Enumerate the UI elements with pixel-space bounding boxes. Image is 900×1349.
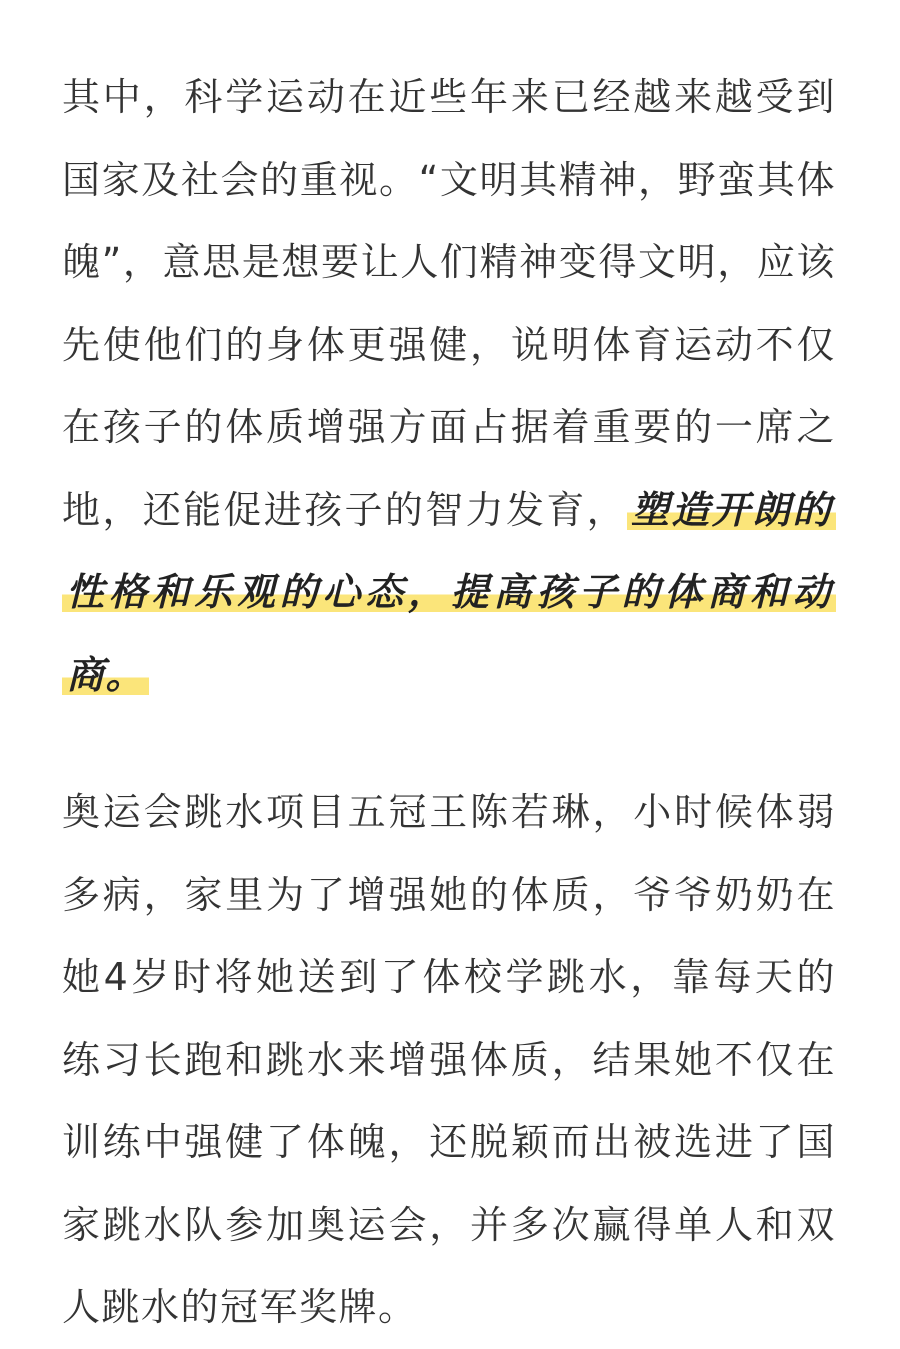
highlighted-text: 塑造开朗的性格和乐观的心态，提高孩子的体商和动商。 [62, 488, 836, 697]
paragraph-text: 奥运会跳水项目五冠王陈若琳，小时候体弱多病，家里为了增强她的体质，爷爷奶奶在她4岁时将她送到了体校学跳水，靠每天的练习长跑和跳水来增强体质，结果她不仅在训练中强健了体魄，还脱颖而出被选进了国家跳水队参加奥运会，并多次赢得单人和双人跳水的冠军奖牌。 [62, 790, 836, 1329]
paragraph-text: 其中，科学运动在近些年来已经越来越受到国家及社会的重视。“文明其精神，野蛮其体魄”，意思是想要让人们精神变得文明，应该先使他们的身体更强健，说明体育运动不仅在孩子的体质增强方面占据着重要的一席之地，还能促进孩子的智力发育， [62, 75, 836, 532]
paragraph-chen-ruolin [62, 771, 836, 1349]
paragraph-science-sports [62, 56, 836, 716]
